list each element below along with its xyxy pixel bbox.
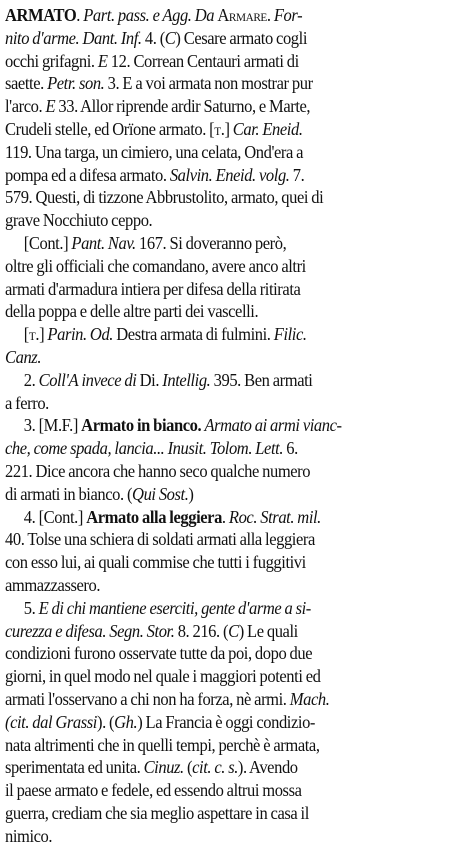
italic-text: E xyxy=(97,50,108,71)
body-text: nimico. xyxy=(5,825,53,846)
text-line xyxy=(5,528,434,551)
body-text: 167. Si doveranno però, xyxy=(135,232,287,253)
headword-text: ARMATO xyxy=(5,5,77,25)
text-line xyxy=(5,27,434,50)
body-text: con esso lui, ai quali commise che tutti i fuggitivi xyxy=(5,552,306,573)
text-line xyxy=(5,597,434,620)
body-text: 12. Correan Centauri armati di xyxy=(107,50,299,71)
body-text: Crudeli stelle, ed Orïone armato. [ xyxy=(5,118,215,139)
body-text: 4. [Cont.] xyxy=(23,506,87,527)
text-line xyxy=(5,711,434,734)
text-line xyxy=(5,483,434,506)
body-text: 579. Questi, di tizzone Abbrustolito, armato, quei di xyxy=(5,187,324,208)
text-line xyxy=(5,118,434,141)
text-line xyxy=(5,802,434,825)
body-text: ) Cesare armato cogli xyxy=(175,27,308,48)
italic-text: Car. Eneid. xyxy=(232,118,303,139)
body-text: 2. xyxy=(23,369,39,390)
text-line xyxy=(5,300,434,323)
body-text: pompa ed a difesa armato. xyxy=(5,164,170,185)
body-text: 119. Una targa, un cimiero, una celata, Ond'era a xyxy=(5,141,304,162)
body-text: l'arco. xyxy=(5,96,46,117)
headword-text: Armato in bianco. xyxy=(81,415,202,436)
text-line xyxy=(5,642,434,665)
text-line xyxy=(5,756,434,779)
text-line xyxy=(5,825,434,847)
italic-text: Armato ai armi vianc- xyxy=(204,415,342,436)
body-text: guerra, crediam che sia meglio aspettare in casa il xyxy=(5,802,309,823)
body-text: 395. Ben armati xyxy=(210,369,313,390)
body-text: giorni, in quel modo nel quale i maggiori potenti ed xyxy=(5,666,321,687)
small-caps-text: t. xyxy=(28,324,40,345)
body-text: 6. xyxy=(283,438,298,459)
body-text: ) Le quali xyxy=(238,620,298,641)
italic-text: E di chi mantiene eserciti, gente d'arme a si- xyxy=(38,597,311,618)
body-text: 7. xyxy=(289,164,305,185)
italic-text: (cit. dal Grassi xyxy=(5,711,97,732)
text-line xyxy=(5,392,434,415)
italic-text: curezza e difesa. Segn. Stor. xyxy=(5,620,175,641)
text-line xyxy=(5,50,434,73)
body-text: . xyxy=(221,506,229,527)
text-line xyxy=(5,665,434,688)
body-text: sperimentata ed unita. xyxy=(5,757,144,778)
small-caps-text: Armare xyxy=(217,5,267,25)
body-text: 3. E a voi armata non mostrar pur xyxy=(104,73,313,94)
italic-text: invece di xyxy=(81,369,137,390)
italic-text: cit. c. s. xyxy=(192,757,238,778)
text-line xyxy=(5,255,434,278)
body-text: nata altrimenti che in quelli tempi, perchè è armata, xyxy=(5,734,320,755)
body-text: saette. xyxy=(5,73,48,94)
body-text: [ xyxy=(23,324,29,345)
body-text: ) xyxy=(188,483,194,504)
body-text: ( xyxy=(183,757,193,778)
italic-text: Gh. xyxy=(114,711,138,732)
body-text: armati l'osservano a chi non ha forza, nè armi. xyxy=(5,688,290,709)
body-text: occhi grifagni. xyxy=(5,50,98,71)
italic-text: Part. pass. e Agg. Da xyxy=(83,5,218,25)
small-caps-text: t. xyxy=(214,118,225,139)
italic-text: C xyxy=(228,620,239,641)
body-text: . xyxy=(266,5,274,25)
body-text: 8. 216. ( xyxy=(174,620,229,641)
text-line xyxy=(5,551,434,574)
text-line xyxy=(5,209,434,232)
dictionary-page xyxy=(5,4,461,847)
text-line xyxy=(5,278,434,301)
text-line xyxy=(5,95,434,118)
body-text: il paese armato e fedele, ed essendo altrui mossa xyxy=(5,780,302,801)
body-text: 33. Allor riprende ardir Saturno, e Marte, xyxy=(55,96,311,117)
body-text: armati d'armadura intiera per difesa della ritirata xyxy=(5,278,301,299)
text-line xyxy=(5,574,434,597)
italic-text: Canz. xyxy=(5,346,42,367)
italic-text: For- xyxy=(273,5,303,25)
italic-text: Roc. Strat. mil. xyxy=(228,506,321,527)
body-text: ] xyxy=(39,324,48,345)
italic-text: C xyxy=(164,27,176,48)
body-text: [Cont.] xyxy=(23,232,72,253)
text-line xyxy=(5,506,434,529)
body-text: . xyxy=(76,5,84,25)
italic-text: Filic. xyxy=(273,324,307,345)
body-text: 5. xyxy=(23,597,39,618)
italic-text: nito d'arme. Dant. Inf. xyxy=(5,27,142,48)
italic-text: Coll'A xyxy=(38,369,79,390)
text-line xyxy=(5,232,434,255)
italic-text: che, come spada, lancia... Inusit. Tolom. Lett. xyxy=(5,438,284,459)
body-text: Destra armata di fulmini. xyxy=(113,324,274,345)
italic-text: Petr. son. xyxy=(47,73,105,94)
text-line xyxy=(5,734,434,757)
italic-text: Parin. Od. xyxy=(47,324,114,345)
body-text: 3. [M.F.] xyxy=(23,415,82,436)
text-line xyxy=(5,414,434,437)
body-text: oltre gli officiali che comandano, avere anco altri xyxy=(5,255,306,276)
text-line xyxy=(5,4,434,27)
text-line xyxy=(5,620,434,643)
text-line xyxy=(5,460,434,483)
text-line xyxy=(5,72,434,95)
text-line xyxy=(5,186,434,209)
body-text: 40. Tolse una schiera di soldati armati alla leggiera xyxy=(5,529,315,550)
body-text: ) La Francia è oggi condizio- xyxy=(137,711,316,732)
italic-text: Salvin. Eneid. volg. xyxy=(169,164,290,185)
body-text: a ferro. xyxy=(5,392,49,413)
text-line xyxy=(5,346,434,369)
text-line xyxy=(5,141,434,164)
italic-text: Intellig. xyxy=(162,369,211,390)
italic-text: E xyxy=(45,96,56,117)
italic-text: Pant. Nav. xyxy=(71,232,136,253)
italic-text: Cinuz. xyxy=(143,757,184,778)
body-text: ). Avendo xyxy=(237,757,298,778)
text-line xyxy=(5,369,434,392)
text-line xyxy=(5,437,434,460)
body-text: ammazzassero. xyxy=(5,574,101,595)
body-text: grave Nocchiuto ceppo. xyxy=(5,210,153,231)
body-text: 221. Dice ancora che hanno seco qualche numero xyxy=(5,460,311,481)
body-text: ). ( xyxy=(96,711,115,732)
text-line xyxy=(5,323,434,346)
body-text: condizioni furono osservate tutte da poi, dopo due xyxy=(5,643,313,664)
headword-text: Armato alla leggiera xyxy=(86,506,222,527)
italic-text: Qui Sost. xyxy=(132,483,189,504)
text-line xyxy=(5,164,434,187)
body-text: della poppa e delle altre parti dei vascelli. xyxy=(5,301,259,322)
italic-text: Mach. xyxy=(289,688,330,709)
body-text: 4. ( xyxy=(141,27,165,48)
text-line xyxy=(5,688,434,711)
body-text: ] xyxy=(224,118,233,139)
body-text: di armati in bianco. ( xyxy=(5,483,133,504)
body-text: Di. xyxy=(136,369,163,390)
text-line xyxy=(5,779,434,802)
